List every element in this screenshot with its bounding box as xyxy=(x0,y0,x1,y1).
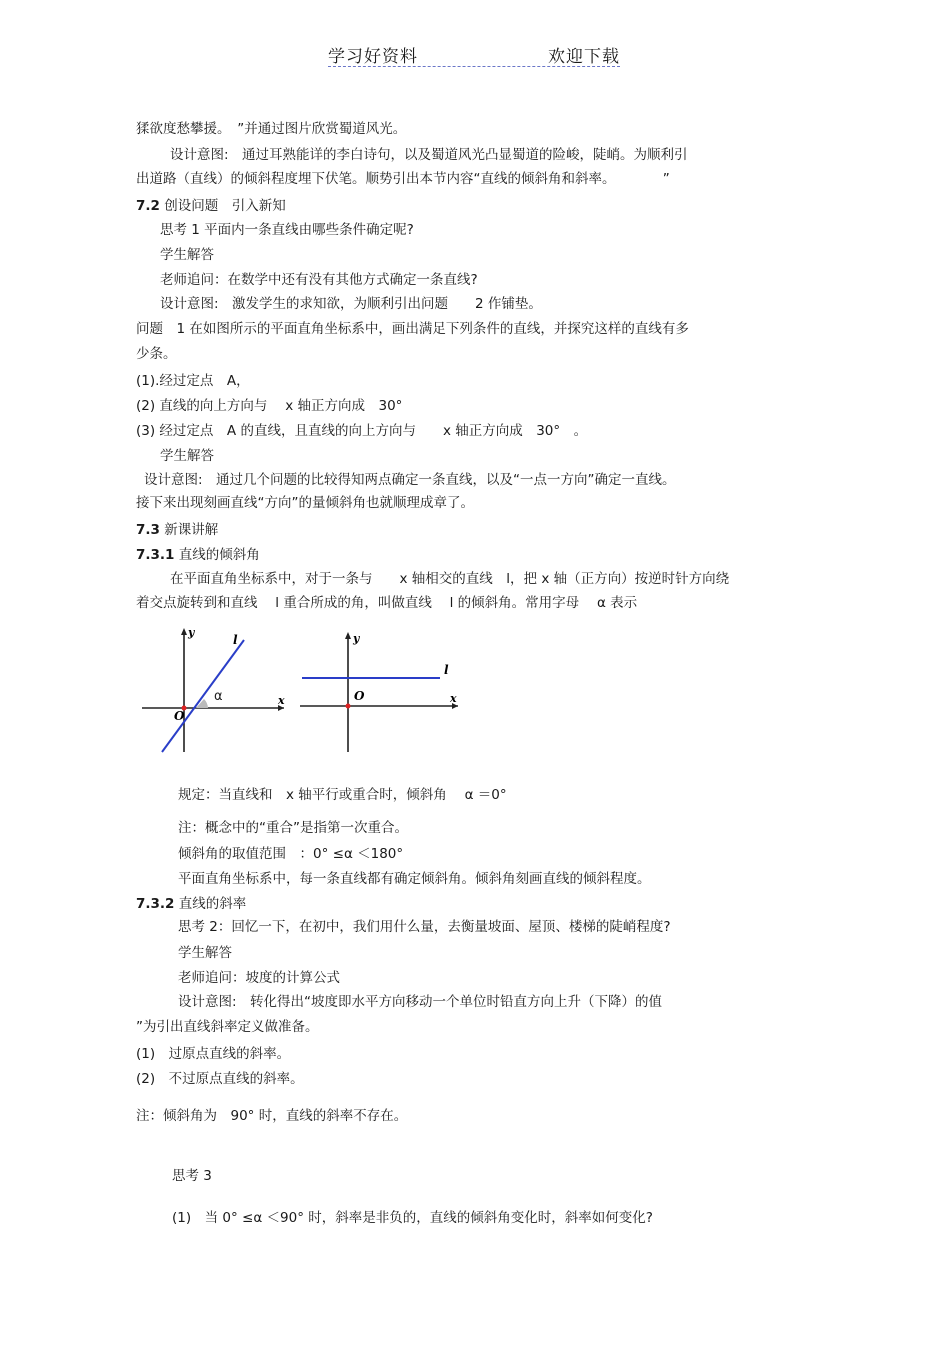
origin-label: O xyxy=(354,689,365,703)
design-intent-1a: 设计意图: 通过耳熟能详的李白诗句，以及蜀道风光凸显蜀道的险峻，陡峭。为顺利引 xyxy=(170,147,688,163)
note-coincide: 注：概念中的“重合”是指第一次重合。 xyxy=(178,820,408,836)
y-label: y xyxy=(188,626,195,639)
x-label: x xyxy=(450,692,457,705)
intro-line: 猱欲度愁攀援。 ”并通过图片欣赏蜀道风光。 xyxy=(136,121,407,137)
definition-2: 着交点旋转到和直线 l 重合所成的角，叫做直线 l 的倾斜角。常用字母 α 表示 xyxy=(136,595,638,611)
design-intent-3b: 接下来出现刻画直线“方向”的量倾斜角也就顺理成章了。 xyxy=(136,495,474,511)
section-title: 创设问题 引入新知 xyxy=(164,198,286,214)
section-number: 7.3 xyxy=(136,522,160,538)
header-left: 学习好资料 xyxy=(328,47,418,67)
every-line-statement: 平面直角坐标系中，每一条直线都有确定倾斜角。倾斜角刻画直线的倾斜程度。 xyxy=(178,871,651,887)
question-1b: 少条。 xyxy=(136,346,177,362)
think-1: 思考 1 平面内一条直线由哪些条件确定呢? xyxy=(160,222,414,238)
design-intent-2: 设计意图: 激发学生的求知欲，为顺利引出问题 2 作铺垫。 xyxy=(160,296,542,312)
origin-point xyxy=(346,704,351,709)
teacher-followup-1: 老师追问：在数学中还有没有其他方式确定一条直线? xyxy=(160,272,478,288)
design-intent-1b: 出道路（直线）的倾斜程度埋下伏笔。顺势引出本节内容“直线的倾斜角和斜率。 ” xyxy=(136,171,670,187)
y-axis-arrow xyxy=(181,628,187,635)
x-label: x xyxy=(278,694,285,707)
l-label: l xyxy=(233,633,238,647)
subsection-number: 7.3.1 xyxy=(136,547,175,563)
slope-item-2: (2) 不过原点直线的斜率。 xyxy=(136,1071,304,1087)
header-right: 欢迎下载 xyxy=(548,47,620,67)
section-7-2-heading xyxy=(136,197,286,215)
line-l xyxy=(162,640,244,752)
section-title: 新课讲解 xyxy=(164,522,219,538)
slope-item-1: (1) 过原点直线的斜率。 xyxy=(136,1046,291,1062)
condition-2: (2) 直线的向上方向与 x 轴正方向成 30° xyxy=(136,398,403,414)
subsection-7-3-2-heading xyxy=(136,895,246,913)
student-answer-1: 学生解答 xyxy=(160,247,214,263)
figure-inclined-line xyxy=(138,624,290,756)
student-answer-2: 学生解答 xyxy=(160,448,214,464)
subsection-title: 直线的斜率 xyxy=(178,896,247,912)
subsection-number: 7.3.2 xyxy=(136,896,175,912)
student-answer-3: 学生解答 xyxy=(178,945,232,961)
page-header xyxy=(328,42,620,67)
origin-label: O xyxy=(174,709,185,723)
think-3: 思考 3 xyxy=(172,1168,212,1184)
section-number: 7.2 xyxy=(136,198,160,214)
think-2: 思考 2：回忆一下，在初中，我们用什么量，去衡量坡面、屋顶、楼梯的陡峭程度? xyxy=(178,919,671,935)
condition-3: (3) 经过定点 A 的直线，且直线的向上方向与 x 轴正方向成 30° 。 xyxy=(136,423,588,439)
subsection-7-3-1-heading xyxy=(136,546,260,564)
rule-zero-angle: 规定：当直线和 x 轴平行或重合时，倾斜角 α ＝0° xyxy=(178,787,507,803)
alpha-label: α xyxy=(214,689,223,704)
subsection-title: 直线的倾斜角 xyxy=(178,547,260,563)
design-intent-3a: 设计意图: 通过几个问题的比较得知两点确定一条直线，以及“一点一方向”确定一直线。 xyxy=(144,472,676,488)
condition-1: (1).经过定点 A， xyxy=(136,373,250,389)
definition-1: 在平面直角坐标系中，对于一条与 x 轴相交的直线 l，把 x 轴（正方向）按逆时针方向绕 xyxy=(170,571,730,587)
l-label: l xyxy=(444,663,449,677)
y-axis-arrow xyxy=(345,632,351,639)
question-1a: 问题 1 在如图所示的平面直角坐标系中，画出满足下列条件的直线，并探究这样的直线有多 xyxy=(136,321,689,337)
figure-horizontal-line xyxy=(296,628,464,756)
teacher-followup-2: 老师追问：坡度的计算公式 xyxy=(178,970,340,986)
section-7-3-heading xyxy=(136,521,218,539)
design-intent-4a: 设计意图: 转化得出“坡度即水平方向移动一个单位时铅直方向上升（下降）的值 xyxy=(178,994,663,1010)
think-3-question-1: (1) 当 0° ≤α ＜90° 时，斜率是非负的，直线的倾斜角变化时，斜率如何变化? xyxy=(172,1210,653,1226)
y-label: y xyxy=(353,632,360,645)
design-intent-4b: ”为引出直线斜率定义做准备。 xyxy=(136,1019,319,1035)
note-slope-undefined: 注：倾斜角为 90° 时，直线的斜率不存在。 xyxy=(136,1108,408,1124)
angle-range: 倾斜角的取值范围 ：0° ≤α ＜180° xyxy=(178,846,404,862)
